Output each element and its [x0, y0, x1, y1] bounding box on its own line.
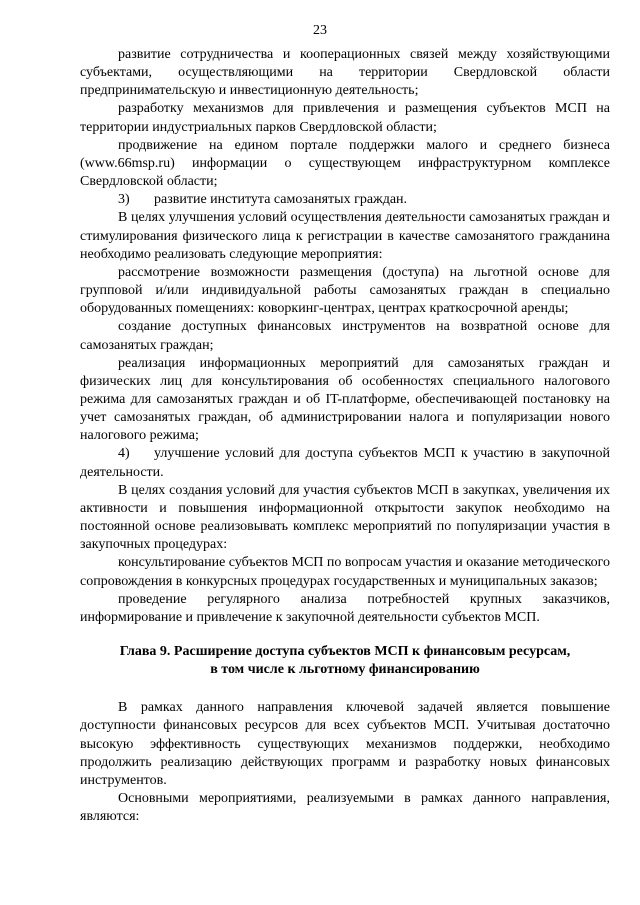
numbered-item-4: [80, 445, 610, 481]
document-body: [80, 46, 610, 826]
paragraph: разработку механизмов для привлечения и размещения субъектов МСП на территории индустриальных парков Свердловской области;: [80, 101, 610, 135]
item-text: развитие института самозанятых граждан.: [154, 192, 408, 208]
chapter-heading: [80, 643, 610, 679]
paragraph: создание доступных финансовых инструментов на возвратной основе для самозанятых граждан;: [80, 319, 610, 353]
item-number: 3): [118, 192, 130, 208]
paragraph: консультирование субъектов МСП по вопросам участия и оказание методического сопровождения в конкурсных процедурах государственных и муниципальных заказов;: [80, 555, 610, 589]
chapter-heading-line-2: в том числе к льготному финансированию: [210, 662, 480, 678]
item-text: улучшение условий для доступа субъектов МСП к участию в закупочной деятельности.: [80, 446, 610, 480]
paragraph: проведение регулярного анализа потребностей крупных заказчиков, информирование и привлечение к закупочной деятельности субъектов МСП.: [80, 591, 610, 625]
numbered-item-3: [80, 191, 610, 209]
paragraph: Основными мероприятиями, реализуемыми в рамках данного направления, являются:: [80, 791, 610, 825]
paragraph: развитие сотрудничества и кооперационных связей между хозяйствующими субъектами, осуществляющими на территории Свердловской области предпринимательскую и инвестиционную деятельность;: [80, 47, 610, 99]
page-number: 23: [313, 23, 327, 38]
paragraph: реализация информационных мероприятий для самозанятых граждан и физических лиц для консультирования об особенностях специального налогового режима для самозанятых граждан и об IT-платформе, обеспечивающей постановку на учет самозанятых граждан, об администрировании налога и популяризации нового налогового режима;: [80, 355, 610, 444]
paragraph: В целях улучшения условий осуществления деятельности самозанятых граждан и стимулирования физического лица к регистрации в качестве самозанятого гражданина необходимо реализовать следующие мероприятия:: [80, 210, 610, 262]
paragraph: продвижение на едином портале поддержки малого и среднего бизнеса (www.66msp.ru) информации о существующем инфраструктурном комплексе Свердловской области;: [80, 137, 610, 190]
chapter-heading-line-1: Глава 9. Расширение доступа субъектов МСП к финансовым ресурсам,: [119, 644, 571, 659]
paragraph: В рамках данного направления ключевой задачей является повышение доступности финансовых ресурсов для всех субъектов МСП. Учитывая достаточно высокую эффективность существующих механизмов поддержки, необходимо продолжить реализацию действующих программ и разработку новых финансовых инструментов.: [80, 700, 610, 788]
paragraph: рассмотрение возможности размещения (доступа) на льготной основе для групповой и/или индивидуальной работы самозанятых граждан в специально оборудованных помещениях: коворкинг-центрах, центрах краткосрочной аренды;: [80, 264, 610, 317]
paragraph: В целях создания условий для участия субъектов МСП в закупках, увеличения их активности и повышения информационной открытости закупок необходимо на постоянной основе реализовывать комплекс мероприятий по популяризации участия в закупочных процедурах:: [80, 482, 610, 553]
item-number: 4): [118, 446, 130, 462]
